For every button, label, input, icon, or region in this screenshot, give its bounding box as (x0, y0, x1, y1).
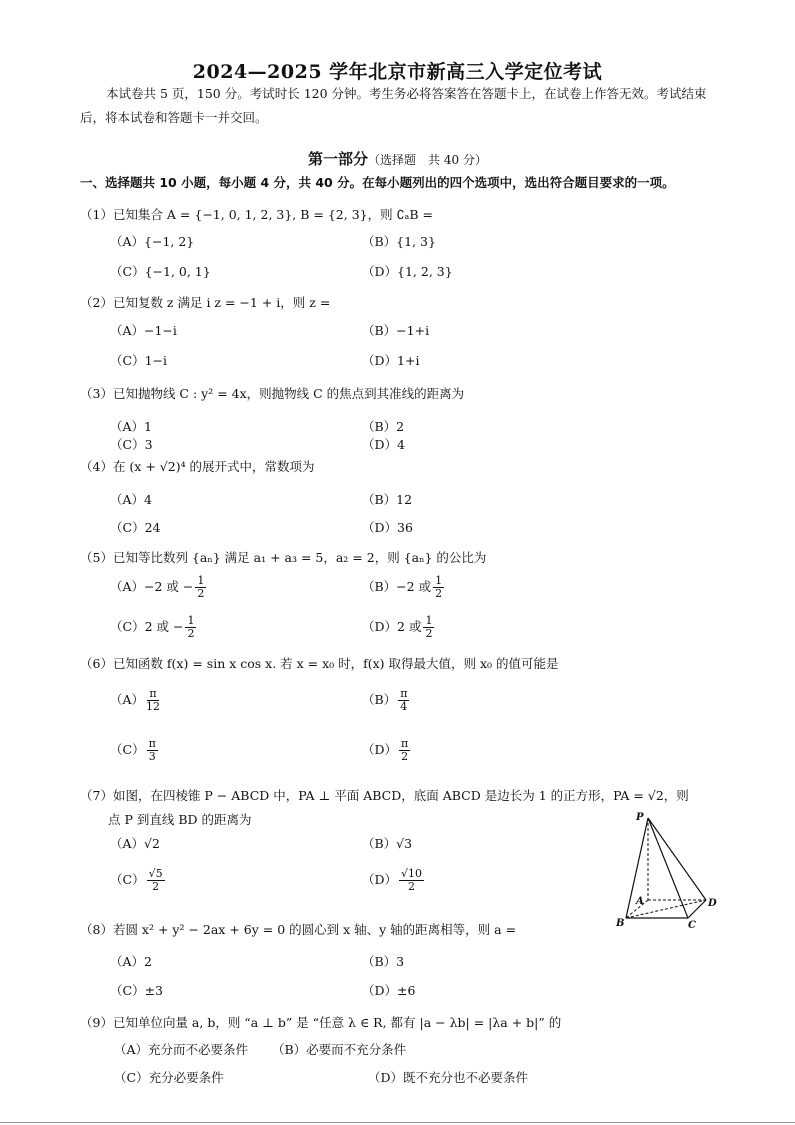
q7-option-d-text: （D） (362, 872, 398, 887)
q6-option-c (110, 738, 160, 763)
q5-option-c (110, 615, 198, 640)
q2-option-b: （B）−1+i (362, 323, 430, 338)
fraction-denominator: 2 (197, 587, 205, 600)
fraction (147, 868, 165, 893)
label-b: B (616, 918, 625, 929)
q4-option-a: （A）4 (110, 492, 152, 507)
q1-option-d: （D）{1, 2, 3} (362, 264, 453, 279)
q6-option-a (110, 688, 162, 713)
fraction (398, 688, 409, 713)
question-2-stem: （2）已知复数 z 满足 i z = −1 + i，则 z = (80, 295, 331, 310)
q8-option-a: （A）2 (110, 954, 152, 969)
part-main: 第一部分 (308, 150, 369, 168)
question-5-stem: （5）已知等比数列 {aₙ} 满足 a₁ + a₃ = 5，a₂ = 2，则 {aₙ} 的公比为 (80, 550, 487, 565)
q5-option-c-text: （C）2 或 − (110, 619, 184, 634)
fraction-numerator: 1 (435, 574, 443, 587)
pyramid-figure (612, 810, 724, 932)
fraction-denominator: 12 (146, 700, 161, 713)
question-3-stem: （3）已知抛物线 C : y² = 4x，则抛物线 C 的焦点到其准线的距离为 (80, 386, 465, 401)
q9-option-d: （D）既不充分也不必要条件 (368, 1070, 529, 1085)
q5-option-a-text: （A）−2 或 − (110, 579, 194, 594)
edge-pc (648, 818, 688, 918)
q6-option-b-text: （B） (362, 692, 397, 707)
q8-option-d: （D）±6 (362, 983, 416, 998)
label-d: D (708, 898, 717, 909)
q1-option-b: （B）{1, 3} (362, 234, 436, 249)
q5-option-b (362, 575, 446, 600)
q8-option-c: （C）±3 (110, 983, 163, 998)
q7-option-c (110, 868, 167, 893)
fraction-numerator: 1 (425, 614, 433, 627)
q6-option-b (362, 688, 411, 713)
q7-option-b: （B）√3 (362, 836, 413, 851)
q3-option-c: （C）3 (110, 437, 153, 452)
label-a: A (636, 896, 644, 907)
fraction-numerator: 1 (197, 574, 205, 587)
q4-option-b: （B）12 (362, 492, 413, 507)
q2-option-d: （D）1+i (362, 353, 420, 368)
q4-option-d: （D）36 (362, 520, 413, 535)
fraction (147, 738, 158, 763)
label-c: C (688, 920, 696, 931)
q6-option-c-text: （C） (110, 742, 145, 757)
edge-pd (648, 818, 706, 900)
question-6-stem: （6）已知函数 f(x) = sin x cos x. 若 x = x₀ 时，f(x) 取得最大值，则 x₀ 的值可能是 (80, 656, 559, 671)
q5-option-b-text: （B）−2 或 (362, 579, 432, 594)
exam-intro: 本试卷共 5 页，150 分。考试时长 120 分钟。考生务必将答案答在答题卡上，在试卷上作答无效。考试结束后，将本试卷和答题卡一并交回。 (80, 86, 707, 125)
fraction-denominator: 2 (408, 880, 416, 893)
fraction-numerator: √10 (401, 867, 423, 880)
q5-option-a (110, 575, 208, 600)
q7-option-d (362, 868, 426, 893)
question-7-stem-line2: 点 P 到直线 BD 的距离为 (108, 812, 252, 827)
q2-option-c: （C）1−i (110, 353, 167, 368)
fraction-denominator: 2 (401, 750, 409, 763)
fraction (399, 868, 424, 893)
question-8-stem: （8）若圆 x² + y² − 2ax + 6y = 0 的圆心到 x 轴、y 轴的距离相等，则 a = (80, 922, 517, 937)
question-7-stem: （7）如图，在四棱锥 P − ABCD 中，PA ⊥ 平面 ABCD，底面 ABCD 是边长为 1 的正方形，PA = √2，则 (80, 788, 689, 803)
q9-option-c: （C）充分必要条件 (114, 1070, 224, 1085)
edge-cd (688, 900, 706, 918)
q1-option-c: （C）{−1, 0, 1} (110, 264, 211, 279)
q8-option-b: （B）3 (362, 954, 405, 969)
q5-option-d (362, 615, 436, 640)
fraction (423, 615, 434, 640)
part-title (0, 148, 795, 169)
question-9-stem: （9）已知单位向量 a, b，则 “a ⊥ b” 是 “任意 λ ∈ R, 都有 |a − λb| = |λa + b|” 的 (80, 1015, 562, 1030)
section-header: 一、选择题共 10 小题，每小题 4 分，共 40 分。在每小题列出的四个选项中，选出符合题目要求的一项。 (80, 175, 675, 190)
fraction-numerator: π (400, 687, 408, 700)
q6-option-d (362, 738, 412, 763)
label-p: P (636, 812, 644, 823)
fraction-numerator: √5 (148, 867, 163, 880)
fraction (146, 688, 160, 713)
fraction-denominator: 2 (187, 627, 195, 640)
fraction-numerator: π (401, 737, 409, 750)
q6-option-a-text: （A） (110, 692, 145, 707)
fraction-denominator: 3 (148, 750, 156, 763)
fraction-denominator: 2 (152, 880, 160, 893)
fraction-denominator: 2 (425, 627, 433, 640)
q3-option-a: （A）1 (110, 419, 152, 434)
q6-option-d-text: （D） (362, 742, 398, 757)
page-bottom-border (0, 1122, 795, 1123)
fraction-denominator: 4 (400, 700, 408, 713)
q5-option-d-text: （D）2 或 (362, 619, 422, 634)
part-sub: （选择题 共 40 分） (368, 153, 487, 167)
q3-option-d: （D）4 (362, 437, 405, 452)
fraction (433, 575, 444, 600)
q9-option-a: （A）充分而不必要条件 (114, 1042, 249, 1057)
fraction-denominator: 2 (435, 587, 443, 600)
exam-title: 2024—2025 学年北京市新高三入学定位考试 (192, 61, 603, 83)
q1-option-a: （A）{−1, 2} (110, 234, 195, 249)
q3-option-b: （B）2 (362, 419, 405, 434)
fraction-numerator: π (148, 737, 156, 750)
q4-option-c: （C）24 (110, 520, 161, 535)
question-1-stem: （1）已知集合 A = {−1, 0, 1, 2, 3}, B = {2, 3}，则 ∁ₐB = (80, 207, 433, 222)
fraction (185, 615, 196, 640)
q2-option-a: （A）−1−i (110, 323, 177, 338)
fraction (195, 575, 206, 600)
fraction-numerator: π (149, 687, 157, 700)
q7-option-c-text: （C） (110, 872, 145, 887)
fraction (399, 738, 410, 763)
question-4-stem: （4）在 (x + √2)⁴ 的展开式中，常数项为 (80, 459, 315, 474)
fraction-numerator: 1 (187, 614, 195, 627)
q9-option-b: （B）必要而不充分条件 (272, 1042, 407, 1057)
q7-option-a: （A）√2 (110, 836, 160, 851)
